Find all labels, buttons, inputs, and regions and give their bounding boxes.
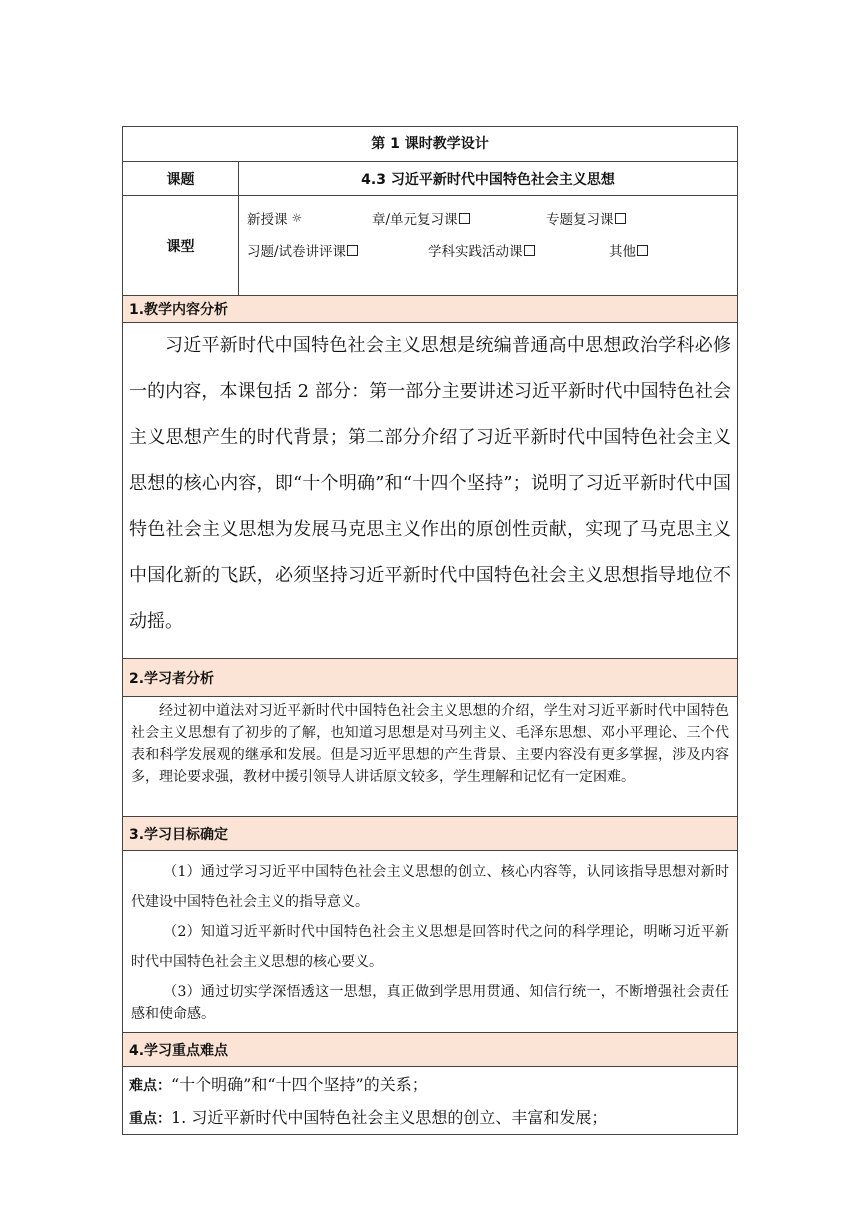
section-heading-content-analysis: 1.教学内容分析 <box>123 295 737 322</box>
focus-label: 重点： <box>129 1111 171 1127</box>
checkbox-icon <box>459 213 470 224</box>
lesson-design-table <box>122 126 738 1135</box>
lesson-type-label: 课型 <box>123 196 239 295</box>
option-exercise-review[interactable] <box>247 240 428 260</box>
topic-value: 4.3 习近平新时代中国特色社会主义思想 <box>361 171 615 188</box>
table-title: 第 1 课时教学设计 <box>371 136 489 152</box>
lesson-type-options <box>239 196 737 295</box>
content-analysis-body <box>123 322 737 658</box>
option-label: 习题/试卷讲评课 <box>247 244 347 260</box>
topic-label: 课题 <box>123 162 239 195</box>
key-points-body <box>123 1066 737 1134</box>
checkbox-icon <box>347 245 358 256</box>
goal-item: （2）知道习近平新时代中国特色社会主义思想是回答时代之问的科学理论，明晰习近平新时代中国特色社会主义思想的核心要义。 <box>131 924 729 970</box>
option-other[interactable] <box>609 240 648 260</box>
section-heading-key-points: 4.学习重点难点 <box>123 1032 737 1066</box>
option-topic-review[interactable] <box>546 208 626 228</box>
option-label: 章/单元复习课 <box>372 212 458 228</box>
difficulty-label: 难点： <box>129 1078 171 1094</box>
goal-item: （1）通过学习习近平中国特色社会主义思想的创立、核心内容等，认同该指导思想对新时代建设中国特色社会主义的指导意义。 <box>131 864 729 910</box>
focus-text: 1. 习近平新时代中国特色社会主义思想的创立、丰富和发展； <box>171 1108 608 1127</box>
option-label: 专题复习课 <box>546 212 614 228</box>
lesson-type-line-1 <box>247 202 737 234</box>
checkbox-icon <box>615 213 626 224</box>
option-label: 学科实践活动课 <box>428 244 523 260</box>
learner-analysis-body <box>123 696 737 816</box>
goal-item: （3）通过切实学深悟透这一思想，真正做到学思用贯通、知信行统一，不断增强社会责任感和使命感。 <box>131 984 729 1022</box>
option-label: 其他 <box>609 244 636 260</box>
difficulty-text: “十个明确”和“十四个坚持”的关系； <box>171 1075 428 1094</box>
section-heading-learner-analysis: 2.学习者分析 <box>123 658 737 696</box>
goals-body <box>123 850 737 1032</box>
checkbox-icon <box>637 245 648 256</box>
content-analysis-text: 习近平新时代中国特色社会主义思想是统编普通高中思想政治学科必修一的内容，本课包括 2 部分：第一部分主要讲述习近平新时代中国特色社会主义思想产生的时代背景；第二部分介绍了习近平新时代中国特色社会主义思想的核心内容，即“十个明确”和“十四个坚持”；说明了习近平新时代中国特色社会主义思想为发展马克思主义作出的原创性贡献，实现了马克思主义中国化新的飞跃，必须坚持习近平新时代中国特色社会主义思想指导地位不动摇。 <box>129 335 731 632</box>
option-label: 新授课 <box>247 212 288 228</box>
gear-icon: ☼ <box>291 211 303 225</box>
learner-analysis-text: 经过初中道法对习近平新时代中国特色社会主义思想的介绍，学生对习近平新时代中国特色社会主义思想有了初步的了解，也知道习思想是对马列主义、毛泽东思想、邓小平理论、三个代表和科学发展观的继承和发展。但是习近平思想的产生背景、主要内容没有更多掌握，涉及内容多，理论要求强，教材中援引领导人讲话原文较多，学生理解和记忆有一定困难。 <box>131 703 729 785</box>
topic-row <box>123 161 737 195</box>
difficulty-line <box>123 1069 737 1102</box>
lesson-type-line-2 <box>247 234 737 266</box>
option-new-lesson[interactable] <box>247 208 372 228</box>
section-heading-goals: 3.学习目标确定 <box>123 816 737 850</box>
lesson-type-row <box>123 195 737 295</box>
focus-line <box>123 1102 737 1135</box>
checkbox-icon <box>524 245 535 256</box>
option-unit-review[interactable] <box>372 208 546 228</box>
option-practice-activity[interactable] <box>428 240 609 260</box>
